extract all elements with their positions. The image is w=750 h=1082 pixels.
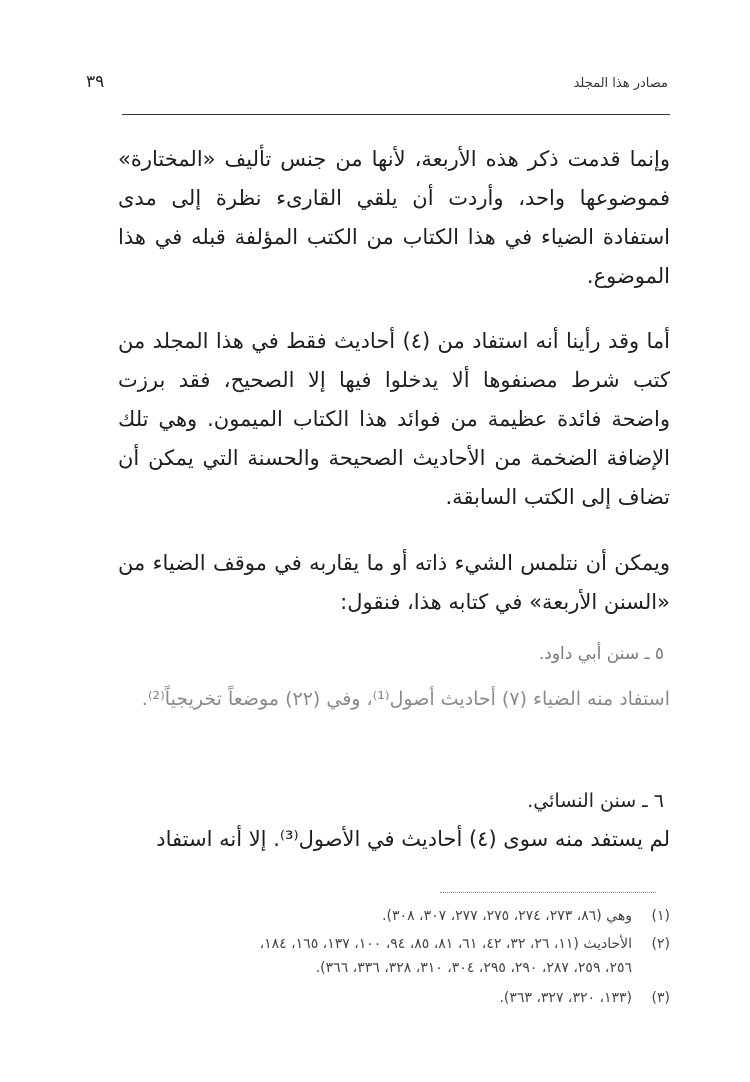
- footnote-3: [82, 986, 670, 1010]
- footnote-1: [82, 904, 670, 928]
- footnote-2: [82, 932, 670, 980]
- footnote-text: وهي (٨٦، ٢٧٣، ٢٧٤، ٢٧٥، ٢٧٧، ٣٠٧، ٣٠٨).: [382, 908, 632, 924]
- item-6-text: لم يستفد منه سوى (٤) أحاديث في الأصول⁽³⁾. إلا أنه استفاد: [156, 827, 670, 851]
- item-5-heading: ٥ ـ سنن أبي داود.: [538, 644, 664, 664]
- footnote-number: (٢): [651, 936, 670, 952]
- footnote-text: (١٣٣، ٣٢٠، ٣٢٧، ٣٦٣).: [499, 990, 632, 1006]
- footnote-text: الأحاديث (١١، ٢٦، ٣٢، ٤٢، ٦١، ٨١، ٨٥، ٩٤، ١٠٠، ١٣٧، ١٦٥، ١٨٤،: [259, 936, 632, 952]
- paragraph-2: أما وقد رأينا أنه استفاد من (٤) أحاديث فقط في هذا المجلد من كتب شرط مصنفوها ألا يدخلوا فيها إلا الصحيح، فقد برزت واضحة فائدة عظيمة من فوائد هذا الكتاب الميمون. وهي تلك الإضافة الضخمة من الأحاديث الصحيحة والحسنة التي يمكن أن تضاف إلى الكتب السابقة.: [118, 329, 670, 509]
- running-header: مصادر هذا المجلد: [573, 76, 668, 91]
- header-divider: [122, 114, 670, 115]
- footnote-number: (٣): [651, 990, 670, 1006]
- item-5-text: استفاد منه الضياء (٧) أحاديث أصول⁽¹⁾، وفي (٢٢) موضعاً تخريجياً⁽²⁾.: [141, 688, 670, 710]
- paragraph-3: ويمكن أن نتلمس الشيء ذاته أو ما يقاربه في موقف الضياء من «السنن الأربعة» في كتابه هذا، فنقول:: [118, 551, 670, 614]
- footnote-continuation: ٢٥٦، ٢٥٩، ٢٨٧، ٢٩٠، ٢٩٥، ٣٠٤، ٣١٠، ٣٢٨، ٣٣٦، ٣٦٦).: [315, 960, 632, 976]
- paragraph-1: وإنما قدمت ذكر هذه الأربعة، لأنها من جنس تأليف «المختارة» فموضوعها واحد، وأردت أن يلقي القارىء نظرة إلى مدى استفادة الضياء في هذا الكتاب من الكتب المؤلفة قبله في هذا الموضوع.: [118, 147, 670, 288]
- page-number: ٣٩: [86, 72, 105, 92]
- item-6-heading: ٦ ـ سنن النسائي.: [527, 790, 664, 812]
- footnote-divider: [440, 892, 656, 893]
- footnote-number: (١): [651, 908, 670, 924]
